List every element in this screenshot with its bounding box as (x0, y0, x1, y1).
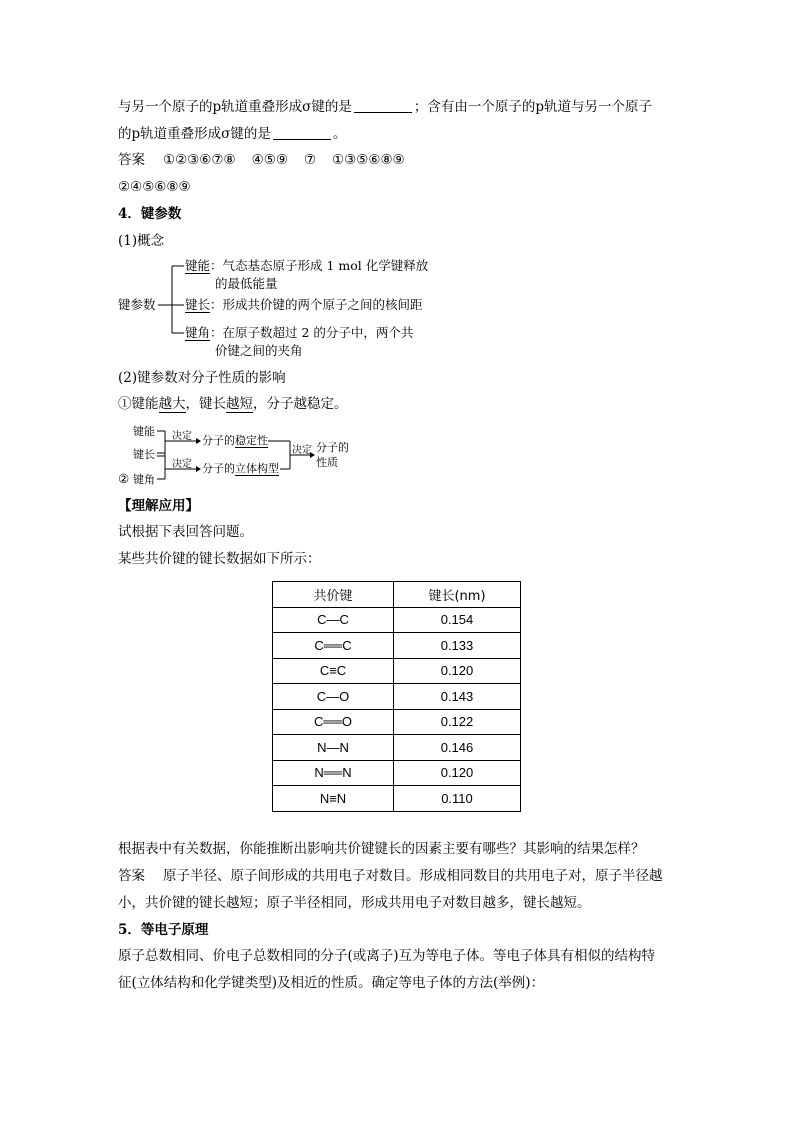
section-4-sub1: (1)概念 (118, 233, 165, 249)
table-row (273, 658, 521, 684)
underlined-text: 越大 (158, 396, 186, 412)
length-cell: 0.146 (394, 735, 521, 761)
flow-final-property-2: 性质 (316, 456, 338, 469)
term: 键能 (185, 258, 211, 273)
underlined-text: 立体构型 (235, 462, 279, 475)
definition: ：气态基态原子形成 1 mol 化学键释放 (210, 258, 429, 273)
underlined-text: 越短 (226, 396, 253, 412)
flow-final-property-1: 分子的 (316, 441, 349, 454)
answer-part: ②④⑤⑥⑧⑨ (118, 179, 191, 195)
diagram-item-bond-energy-cont: 的最低能量 (215, 276, 278, 291)
text: 与另一个原子的p轨道重叠形成σ键的是 (118, 99, 352, 115)
answer-part: ①②③⑥⑦⑧ (163, 152, 236, 168)
table-row (273, 709, 521, 735)
text: ；含有由一个原子的p轨道与另一个原子 (413, 99, 653, 115)
apply-line-1: 试根据下表回答问题。 (118, 524, 253, 540)
text: 的p轨道重叠形成σ键的是 (118, 126, 271, 142)
flow-circled-number: ② (118, 471, 130, 486)
bond-cell: C—O (273, 684, 394, 710)
term: 键长 (185, 297, 211, 312)
answer-label: 答案 (118, 868, 145, 884)
length-cell: 0.120 (394, 658, 521, 684)
flow-decide-label: 决定 (172, 459, 192, 470)
bond-cell: N≡N (273, 786, 394, 812)
bond-cell: C══O (273, 709, 394, 735)
table-header: 键长(nm) (394, 582, 521, 608)
text: ①键能 (118, 396, 159, 412)
flow-bond-energy: 键能 (133, 425, 155, 438)
text: ，分子越稳定。 (253, 396, 348, 412)
flow-bond-length: 键长 (133, 448, 155, 461)
question-text: 根据表中有关数据，你能推断出影响共价键键长的因素主要有哪些？其影响的结果怎样？ (118, 841, 645, 857)
question-answer-line-1 (118, 866, 663, 886)
bond-cell: C≡C (273, 658, 394, 684)
table-row (273, 607, 521, 633)
answer-part: ④⑤⑨ (251, 152, 288, 168)
flow-decide-label: 决定 (292, 445, 312, 456)
diagram-item-bond-angle-cont: 价键之间的夹角 (215, 343, 303, 358)
table-row (273, 633, 521, 659)
table-row (273, 735, 521, 761)
length-cell: 0.110 (394, 786, 521, 812)
answer-part: ⑦ (303, 152, 317, 168)
table-row (273, 684, 521, 710)
section-4-title: 4．键参数 (118, 206, 182, 222)
length-cell: 0.154 (394, 607, 521, 633)
text: ，键长 (185, 396, 226, 412)
length-cell: 0.120 (394, 760, 521, 786)
flow-bond-angle: 键角 (133, 473, 155, 486)
length-cell: 0.122 (394, 709, 521, 735)
bond-cell: C—C (273, 607, 394, 633)
text: 。 (332, 126, 347, 142)
text: 分子的 (202, 462, 235, 475)
answer-part: ①③⑤⑥⑧⑨ (332, 152, 405, 168)
underlined-text: 稳定性 (235, 434, 268, 447)
table-header-row (273, 582, 521, 608)
definition: ：在原子数超过 2 的分子中，两个共 (210, 325, 414, 340)
section-4-sub2: (2)键参数对分子性质的影响 (118, 370, 286, 386)
apply-line-2: 某些共价键的键长数据如下所示： (118, 551, 321, 567)
apply-heading: 【理解应用】 (118, 498, 199, 514)
flow-result-structure (202, 461, 279, 477)
question-answer-line-2: 小，共价键的键长越短；原子半径相同，形成共用电子对数目越多，键长越短。 (118, 895, 591, 911)
bond-cell: N—N (273, 735, 394, 761)
flow-decide-label: 决定 (172, 431, 192, 442)
definition: ：形成共价键的两个原子之间的核间距 (210, 297, 423, 312)
table-header: 共价键 (273, 582, 394, 608)
length-cell: 0.143 (394, 684, 521, 710)
section-5-title: 5．等电子原理 (118, 922, 209, 938)
section-5-line-2: 征(立体结构和化学键类型)及相近的性质。确定等电子体的方法(举例)： (118, 975, 545, 991)
bond-length-table (272, 581, 521, 812)
bond-cell: N══N (273, 760, 394, 786)
text: 分子的 (202, 434, 235, 447)
table-row (273, 760, 521, 786)
answer-text: 原子半径、原子间形成的共用电子对数目。形成相同数目的共用电子对，原子半径越 (163, 868, 663, 884)
flow-result-stability (202, 433, 268, 449)
term: 键角 (185, 325, 211, 340)
length-cell: 0.133 (394, 633, 521, 659)
table-row (273, 786, 521, 812)
bond-cell: C══C (273, 633, 394, 659)
answer-label: 答案 (118, 152, 145, 168)
diagram-root: 键参数 (118, 297, 156, 312)
section-5-line-1: 原子总数相同、价电子总数相同的分子(或离子)互为等电子体。等电子体具有相似的结构特 (118, 948, 656, 964)
